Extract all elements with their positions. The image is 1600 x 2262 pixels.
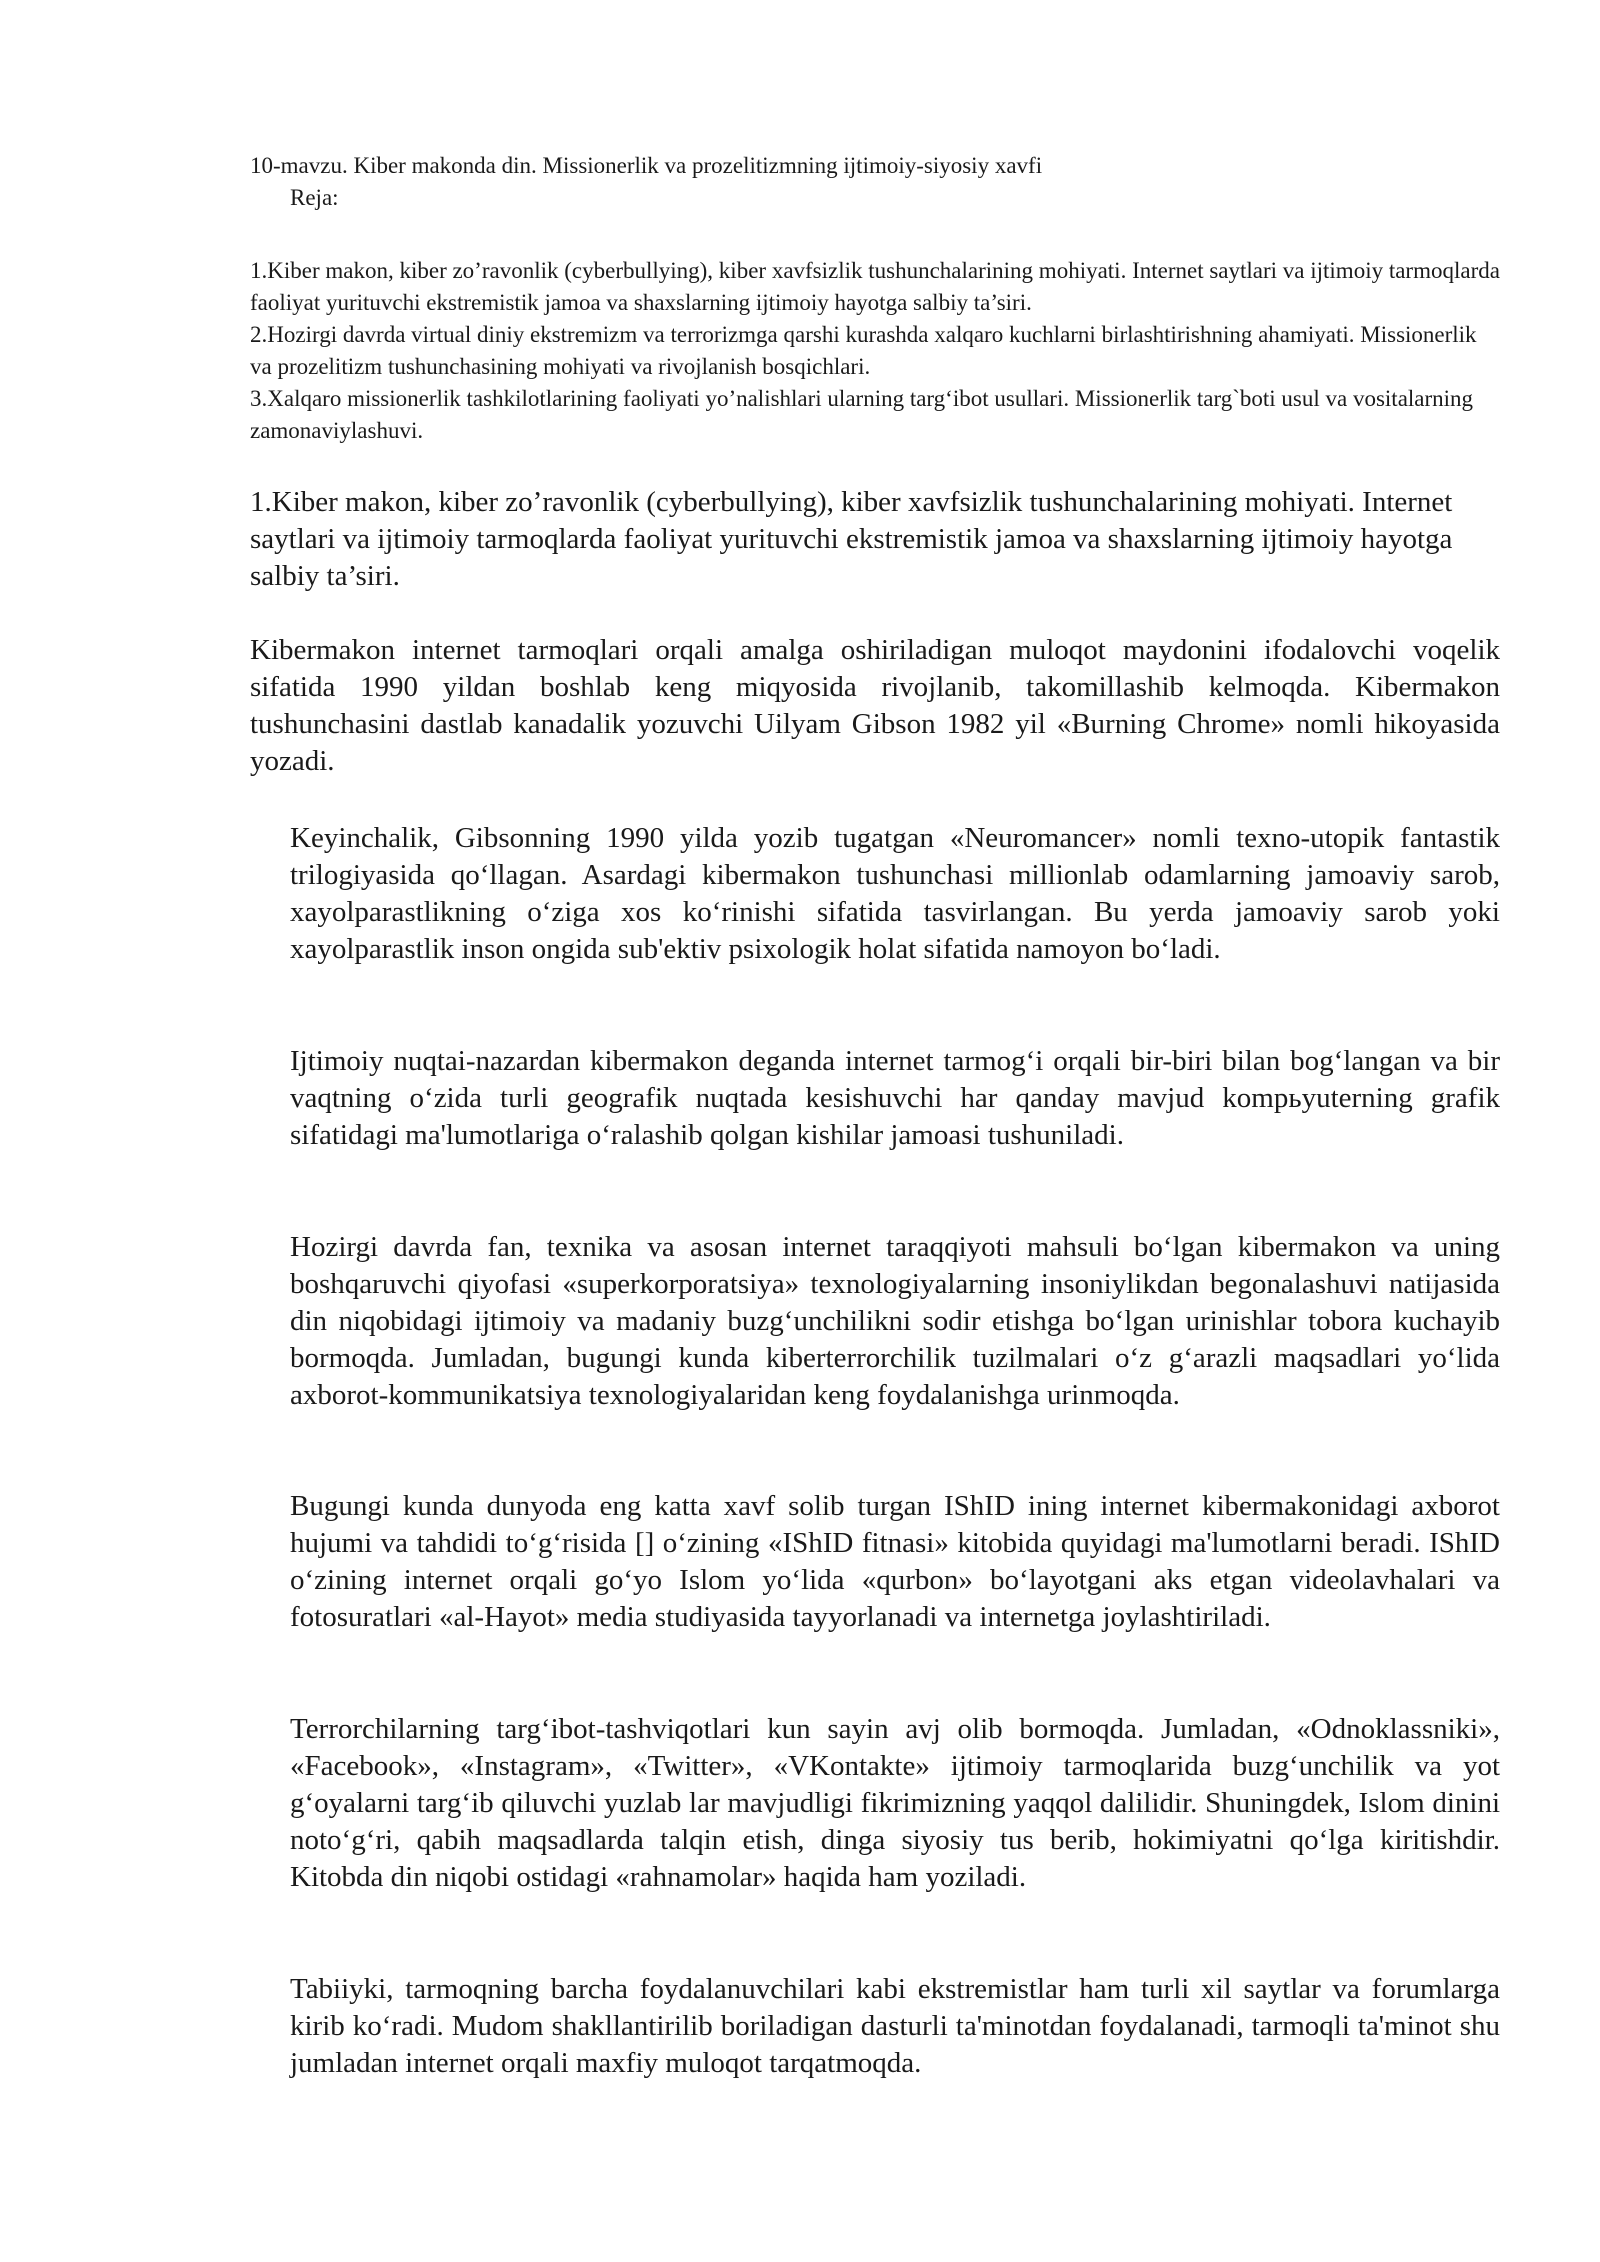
body-paragraph	[290, 1711, 1500, 1896]
section-heading	[250, 484, 1500, 595]
plan-label: Reja:	[290, 185, 339, 210]
paragraph-text: Tabiiyki, tarmoqning barcha foydalanuvchilari kabi ekstremistlar ham turli xil saytlar va forumlarga kirib ko‘radi. Mudom shakllantirilib boriladigan dasturli ta'minotdan foydalanadi, tarmoqli ta'minot shu jumladan internet orqali maxfiy muloqot tarqatmoqda.	[290, 1973, 1500, 2079]
paragraph-text: Bugungi kunda dunyoda eng katta xavf solib turgan IShID ining internet kibermakonidagi axborot hujumi va tahdidi to‘g‘risida [] o‘zining «IShID fitnasi» kitobida quyidagi ma'lumotlarni beradi. IShID o‘zining internet orqali go‘yo Islom yo‘lida «qurbon» bo‘layotgani aks etgan videolavhalari va fotosuratlari «al-Hayot» media studiyasida tayyorlanadi va internetga joylashtiriladi.	[290, 1490, 1500, 1633]
paragraph-text: Terrorchilarning targ‘ibot-tashviqotlari kun sayin avj olib bormoqda. Jumladan, «Odnoklassniki», «Facebook», «Instagram», «Twitter», «VKontakte» ijtimoiy tarmoqlarida buzg‘unchilik va yot g‘oyalarni targ‘ib qiluvchi yuzlab lar mavjudligi fikrimizning yaqqol dalilidir. Shuningdek, Islom dinini noto‘g‘ri, qabih maqsadlarda talqin etish, dinga siyosiy tus berib, hokimiyatni qo‘lga kiritishdir. Kitobda din niqobi ostidagi «rahnamolar» haqida ham yoziladi.	[290, 1713, 1500, 1893]
body-paragraph	[290, 1229, 1500, 1414]
plan-list	[250, 255, 1500, 447]
paragraph-text: Kibermakon internet tarmoqlari orqali amalga oshiriladigan muloqot maydonini ifodalovchi voqelik sifatida 1990 yildan boshlab keng miqyosida rivojlanib, takomillashib kelmoqda. Kibermakon tushunchasini dastlab kanadalik yozuvchi Uilyam Gibson 1982 yil «Burning Chrome» nomli hikoyasida yozadi.	[250, 634, 1500, 777]
paragraph-text: Hozirgi davrda fan, texnika va asosan internet taraqqiyoti mahsuli bo‘lgan kibermakon va uning boshqaruvchi qiyofasi «superkorporatsiya» texnologiyalarning insoniylikdan begonalashuvi natijasida din niqobidagi ijtimoiy va madaniy buzg‘unchilikni sodir etishga bo‘lgan urinishlar tobora kuchayib bormoqda. Jumladan, bugungi kunda kiberterrorchilik tuzilmalari o‘z g‘arazli maqsadlari yo‘lida axborot-kommunikatsiya texnologiyalaridan keng foydalanishga urinmoqda.	[290, 1231, 1500, 1411]
topic-title: 10-mavzu. Kiber makonda din. Missionerlik va prozelitizmning ijtimoiy-siyosiy xavfi	[250, 153, 1043, 178]
document-header	[250, 150, 1500, 214]
plan-item: 2.Hozirgi davrda virtual diniy ekstremizm va terrorizmga qarshi kurashda xalqaro kuchlarni birlashtirishning ahamiyati. Missionerlik va prozelitizm tushunchasining mohiyati va rivojlanish bosqichlari.	[250, 322, 1477, 379]
body-paragraph	[290, 1488, 1500, 1636]
body-paragraph	[290, 820, 1500, 968]
paragraph-text: Ijtimoiy nuqtai-nazardan kibermakon deganda internet tarmog‘i orqali bir-biri bilan bog‘langan va bir vaqtning o‘zida turli geografik nuqtada kesishuvchi har qanday mavjud kompьyuterning grafik sifatidagi ma'lumotlariga o‘ralashib qolgan kishilar jamoasi tushuniladi.	[290, 1045, 1500, 1151]
paragraph-text: Keyinchalik, Gibsonning 1990 yilda yozib tugatgan «Neuromancer» nomli texno-utopik fantastik trilogiyasida qo‘llagan. Asardagi kibermakon tushunchasi millionlab odamlarning jamoaviy sarob, xayolparastlikning o‘ziga xos ko‘rinishi sifatida tasvirlangan. Bu yerda jamoaviy sarob yoki xayolparastlik inson ongida sub'ektiv psixologik holat sifatida namoyon bo‘ladi.	[290, 822, 1500, 965]
plan-item: 1.Kiber makon, kiber zo’ravonlik (cyberbullying), kiber xavfsizlik tushunchalarining mohiyati. Internet saytlari va ijtimoiy tarmoqlarda faoliyat yurituvchi ekstremistik jamoa va shaxslarning ijtimoiy hayotga salbiy ta’siri.	[250, 258, 1500, 315]
section-title-text: 1.Kiber makon, kiber zo’ravonlik (cyberbullying), kiber xavfsizlik tushunchalarining mohiyati. Internet saytlari va ijtimoiy tarmoqlarda faoliyat yurituvchi ekstremistik jamoa va shaxslarning ijtimoiy hayotga salbiy ta’siri.	[250, 486, 1453, 592]
body-paragraph	[290, 1971, 1500, 2082]
plan-item: 3.Xalqaro missionerlik tashkilotlarining faoliyati yo’nalishlari ularning targ‘ibot usullari. Missionerlik targ`boti usul va vositalarning zamonaviylashuvi.	[250, 386, 1474, 443]
body-paragraph	[290, 1043, 1500, 1154]
intro-paragraph	[250, 632, 1500, 780]
